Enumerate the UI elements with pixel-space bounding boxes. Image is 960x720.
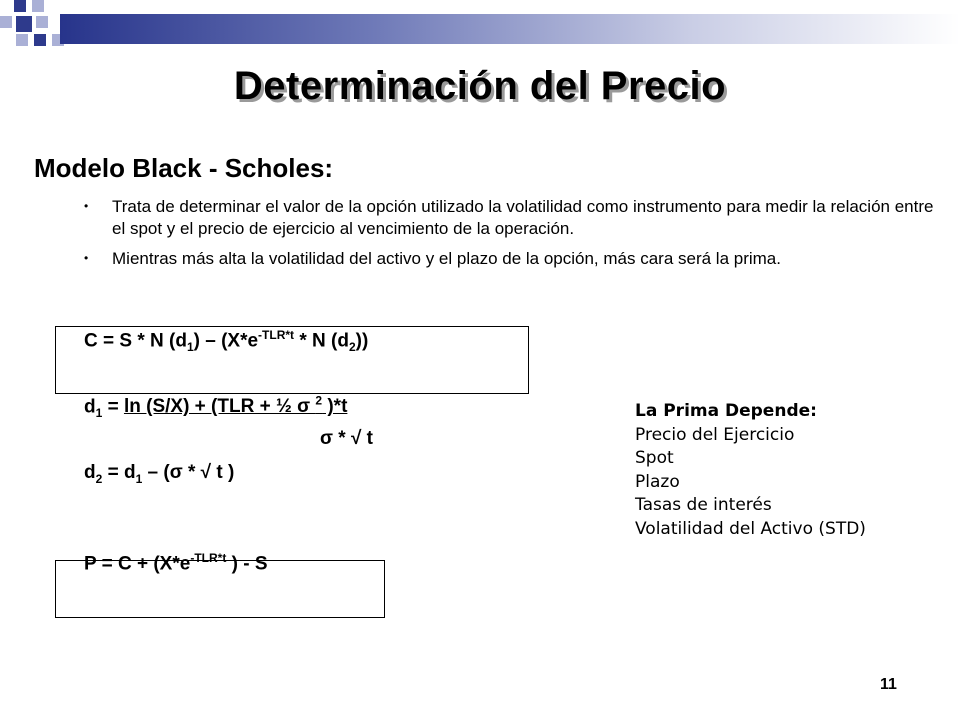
- prima-item: Plazo: [635, 471, 680, 492]
- d1-formula: $d_1 = \ln (S/X) + (TLR$ + ½ σ $^2$ )*t: [84, 394, 348, 421]
- bullet-icon: •: [84, 199, 89, 213]
- square-decoration: [36, 16, 48, 28]
- prima-item: Spot: [635, 448, 674, 468]
- bullet-list: [84, 196, 934, 278]
- square-decoration: [0, 16, 12, 28]
- prima-item: Tasas de interés: [635, 495, 772, 515]
- prima-item: Precio del Ejercicio: [635, 424, 795, 445]
- prima-heading: La Prima Depende:: [635, 401, 817, 421]
- bullet-item: • Mientras más alta la volatilidad del activo y el plazo de la opción, más cara será la prima.: [84, 249, 781, 268]
- prima-factors: [635, 400, 866, 541]
- d1-denominator: σ * √ t: [320, 428, 373, 449]
- header-gradient-bar: [60, 14, 960, 44]
- square-decoration: [14, 0, 26, 12]
- bullet-item: • Trata de determinar el valor de la opción utilizado la volatilidad como instrumento para medir la relación entre el spot y el precio de ejercicio al vencimiento de la operación.: [84, 197, 934, 238]
- page-number: 11: [880, 676, 897, 693]
- put-formula: $P = C + (X*e^{-TLR*t}$ ) - S: [84, 551, 268, 575]
- square-decoration: [16, 16, 32, 32]
- slide-title: Determinación del Precio: [233, 64, 727, 108]
- bullet-icon: •: [84, 251, 89, 265]
- square-decoration: [32, 0, 44, 12]
- d2-formula: $d_2 = d_1 - (\sigma$ * √ t ): [84, 462, 235, 486]
- section-subtitle: Modelo Black - Scholes:: [34, 153, 334, 183]
- call-formula: C = S * N $(d_1) - (X*e^{-TLR*t}$ * N $(d_2)$): [84, 328, 369, 355]
- prima-item: Volatilidad del Activo (STD): [635, 518, 866, 539]
- square-decoration: [34, 34, 46, 46]
- square-decoration: [16, 34, 28, 46]
